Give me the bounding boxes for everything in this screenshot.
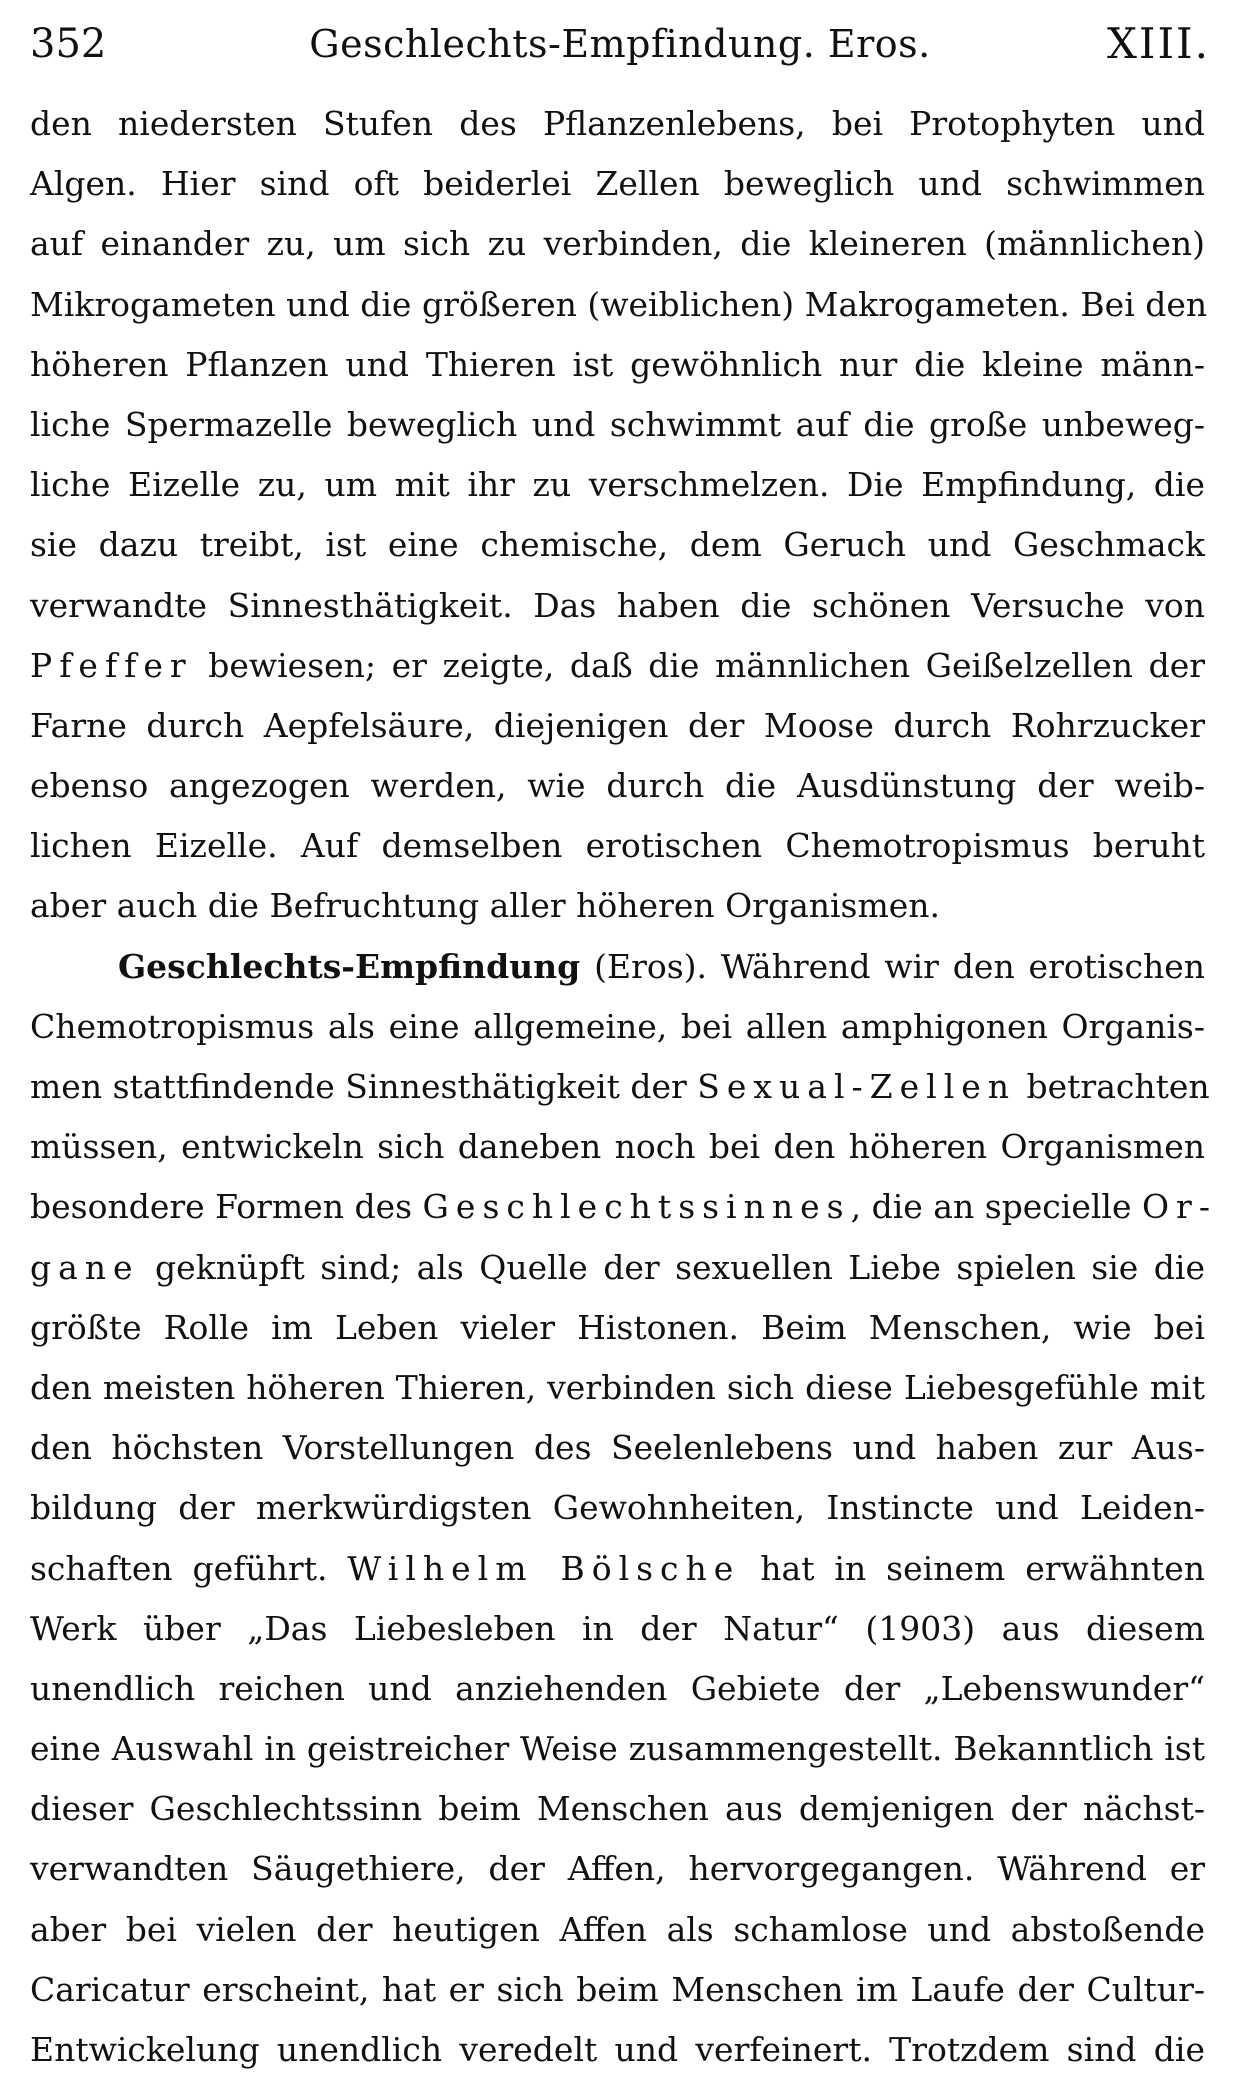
text-line xyxy=(30,455,1205,515)
text-line xyxy=(30,214,1205,274)
text-line xyxy=(30,1539,1205,1599)
text-segment: geknüpft sind; als Quelle der sexuellen Liebe spielen sie die xyxy=(139,1247,1205,1287)
text-line xyxy=(30,937,1205,997)
section-heading: Geschlechts-Empfindung xyxy=(118,946,581,986)
text-segment: größte Rolle im Leben vieler Histonen. Beim Menschen, wie bei xyxy=(30,1307,1205,1347)
text-line xyxy=(30,816,1205,876)
text-segment: Werk über „Das Liebesleben in der Natur“ (1903) aus diesem xyxy=(30,1608,1205,1648)
text-segment: aber auch die Befruchtung aller höheren Organismen. xyxy=(30,886,941,926)
text-segment: den meisten höheren Thieren, verbinden sich diese Liebesgefühle mit xyxy=(30,1367,1205,1407)
text-line xyxy=(30,2020,1205,2080)
text-line xyxy=(30,515,1205,575)
text-line xyxy=(30,94,1205,154)
text-segment: den höchsten Vorstellungen des Seelenlebens und haben zur Aus- xyxy=(30,1428,1205,1468)
text-line xyxy=(30,756,1205,816)
text-segment: Farne durch Aepfelsäure, diejenigen der Moose durch Rohrzucker xyxy=(30,705,1205,745)
text-segment: Caricatur erscheint, hat er sich beim Menschen im Laufe der Cultur- xyxy=(30,1969,1205,2009)
text-segment: (Eros). Während wir den erotischen xyxy=(580,946,1205,986)
text-segment: bewiesen; er zeigte, daß die männlichen Geißelzellen der xyxy=(192,645,1205,685)
emphasized-text: Wilhelm Bölsche xyxy=(347,1548,741,1588)
text-segment: höheren Pflanzen und Thieren ist gewöhnlich nur die kleine männ- xyxy=(30,344,1205,384)
text-segment: unendlich reichen und anziehenden Gebiete der „Lebenswunder“ xyxy=(30,1668,1205,1708)
emphasized-text: gane xyxy=(30,1247,140,1287)
text-line xyxy=(30,335,1205,395)
text-line xyxy=(30,997,1205,1057)
text-line xyxy=(30,1238,1205,1298)
text-line xyxy=(30,1900,1205,1960)
text-line xyxy=(30,576,1205,636)
text-line xyxy=(30,1418,1205,1478)
text-segment: liche Eizelle zu, um mit ihr zu verschmelzen. Die Empfindung, die xyxy=(30,465,1205,505)
running-title: Geschlechts-Empfindung. Eros. xyxy=(309,22,931,66)
text-segment: hat in seinem erwähnten xyxy=(740,1548,1206,1588)
text-segment: verwandten Säugethiere, der Affen, hervorgegangen. Während er xyxy=(30,1849,1205,1889)
text-segment: den niedersten Stufen des Pflanzenlebens, bei Protophyten und xyxy=(30,104,1205,143)
text-segment: ebenso angezogen werden, wie durch die Ausdünstung der weib- xyxy=(30,766,1205,806)
text-line xyxy=(30,876,1205,936)
text-line xyxy=(30,154,1205,214)
text-segment: , die an specielle xyxy=(850,1187,1142,1227)
text-segment: eine Auswahl in geistreicher Weise zusammengestellt. Bekanntlich ist xyxy=(30,1729,1205,1769)
text-segment: Chemotropismus als eine allgemeine, bei allen amphigonen Organis- xyxy=(30,1006,1205,1046)
emphasized-text: Or- xyxy=(1141,1187,1217,1227)
body-text xyxy=(30,94,1217,2080)
text-line xyxy=(30,636,1205,696)
text-segment: men stattfindende Sinnesthätigkeit der xyxy=(30,1067,698,1106)
text-line xyxy=(30,1177,1217,1237)
text-segment: Mikrogameten und die größeren (weiblichen) Makrogameten. Bei den xyxy=(30,284,1208,324)
emphasized-text: Pfeffer xyxy=(30,645,193,685)
text-segment: schaften geführt. xyxy=(30,1548,348,1588)
page-number: 352 xyxy=(30,21,107,67)
text-line xyxy=(30,1719,1205,1779)
text-line xyxy=(30,1478,1205,1538)
text-line xyxy=(30,1057,1210,1117)
chapter-number: XIII. xyxy=(1106,19,1210,68)
text-line xyxy=(30,395,1205,455)
text-line xyxy=(30,1779,1205,1839)
text-segment: Entwickelung unendlich veredelt und verfeinert. Trotzdem sind die xyxy=(30,2030,1205,2069)
emphasized-text: Geschlechtssinnes xyxy=(422,1187,851,1227)
text-segment: sie dazu treibt, ist eine chemische, dem Geruch und Geschmack xyxy=(30,525,1205,565)
text-line xyxy=(30,696,1205,756)
text-segment: lichen Eizelle. Auf demselben erotischen Chemotropismus beruht xyxy=(30,826,1205,866)
text-line xyxy=(30,1599,1205,1659)
text-line xyxy=(30,1960,1205,2020)
text-line xyxy=(30,1117,1205,1177)
text-line xyxy=(30,1839,1205,1899)
text-segment: müssen, entwickeln sich daneben noch bei den höheren Organismen xyxy=(30,1127,1205,1167)
text-line xyxy=(30,1298,1205,1358)
text-segment: dieser Geschlechtssinn beim Menschen aus demjenigen der nächst- xyxy=(30,1789,1205,1829)
text-segment: bildung der merkwürdigsten Gewohnheiten, Instincte und Leiden- xyxy=(30,1488,1205,1528)
text-segment: liche Spermazelle beweglich und schwimmt auf die große unbeweg- xyxy=(30,404,1205,444)
text-segment: verwandte Sinnesthätigkeit. Das haben die schönen Versuche von xyxy=(30,585,1205,625)
text-segment: betrachten xyxy=(1016,1067,1210,1106)
text-line xyxy=(30,1659,1205,1719)
text-segment: besondere Formen des xyxy=(30,1187,423,1227)
emphasized-text: Sexual-Zellen xyxy=(697,1067,1017,1106)
page-header xyxy=(30,14,1210,74)
text-segment: auf einander zu, um sich zu verbinden, die kleineren (männlichen) xyxy=(30,224,1205,264)
text-segment: aber bei vielen der heutigen Affen als schamlose und abstoßende xyxy=(30,1909,1205,1949)
text-segment: Algen. Hier sind oft beiderlei Zellen beweglich und schwimmen xyxy=(30,164,1205,204)
text-line xyxy=(30,1358,1205,1418)
text-line xyxy=(30,275,1208,335)
